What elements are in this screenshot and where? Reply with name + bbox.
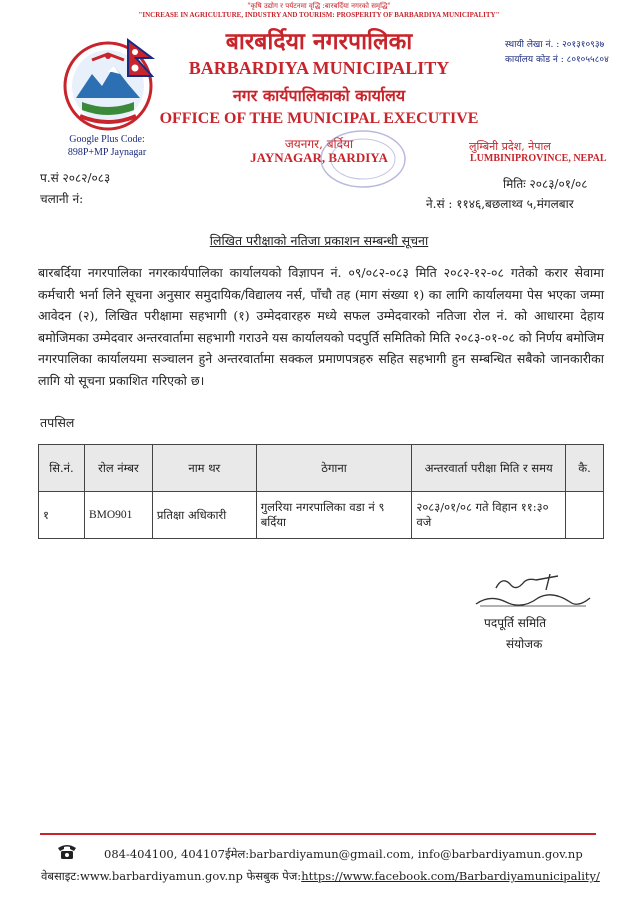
- province-english: LUMBINIPROVINCE, NEPAL: [470, 153, 607, 164]
- header-interview-datetime: अन्तरवार्ता परीक्षा मिति र समय: [412, 445, 566, 492]
- header-name: नाम थर: [152, 445, 256, 492]
- nepal-sambat-date: ने.सं : ११४६,बछलाथ्व ५,मंगलबार: [426, 197, 574, 211]
- office-stamp: [318, 128, 408, 194]
- footer-divider: [40, 833, 596, 835]
- header-address: ठेगाना: [256, 445, 412, 492]
- footer-web: [41, 869, 600, 884]
- footer-website: वेबसाइट:www.barbardiyamun.gov.np फेसबुक पेज:: [41, 869, 302, 883]
- signature-committee: पदपूर्ति समिति: [484, 616, 547, 630]
- signature-role: संयोजक: [506, 637, 543, 651]
- header-roll: रोल नंम्बर: [84, 445, 152, 492]
- cell-serial: १: [39, 492, 85, 539]
- tagline-nepali: "कृषि उद्योग र पर्यटनमा वृद्धि :बारबर्दिया नगरको समृद्धि": [247, 2, 391, 10]
- gplus-code: 898P+MP Jaynagar: [67, 147, 147, 158]
- office-name-nepali: नगर कार्यपालिकाको कार्यालय: [232, 86, 406, 105]
- office-name-english: OFFICE OF THE MUNICIPAL EXECUTIVE: [159, 110, 479, 127]
- place-english: JAYNAGAR, BARDIYA: [250, 150, 388, 165]
- cell-interview-datetime: २०८३/०१/०८ गते विहान ११:३० वजे: [412, 492, 566, 539]
- candidate-table: [38, 444, 604, 539]
- place-nepali: जयनगर, बर्दिया: [284, 137, 354, 151]
- chalani-number: चलानी नं:: [40, 192, 84, 206]
- patra-sankhya: प.सं २०८२/०८३: [40, 171, 111, 185]
- phone-icon: [56, 842, 78, 864]
- municipality-name-english: BARBARDIYA MUNICIPALITY: [188, 58, 450, 78]
- province-nepali: लुम्बिनी प्रदेश, नेपाल: [469, 140, 551, 153]
- office-code: कार्यालय कोड नं : ८०१०५५८०४: [505, 55, 609, 65]
- table-header-row: [39, 445, 604, 492]
- tagline-english: "INCREASE IN AGRICULTURE, INDUSTRY AND TOURISM: PROSPERITY OF BARBARDIYA MUNICIPALITY": [138, 11, 500, 19]
- notice-title: लिखित परीक्षाको नतिजा प्रकाशन सम्बन्धी सूचना: [209, 233, 429, 248]
- municipality-name-nepali: बारबर्दिया नगरपालिका: [225, 28, 413, 55]
- table-row: [39, 492, 604, 539]
- tapsil-label: तपसिल: [40, 415, 75, 430]
- cell-name: प्रतिक्षा अधिकारी: [152, 492, 256, 539]
- account-number: स्थायी लेखा नं. : २०१३१०९३७: [505, 40, 605, 50]
- letter-date: मितिः २०८३/०१/०८: [503, 177, 588, 191]
- notice-body: बारबर्दिया नगरपालिका नगरकार्यपालिका कार्यालयको विज्ञापन नं. ०९/०८२-०८३ मिति २०८२-१२-०८ गतेको करार सेवामा कर्मचारी भर्ना लिने सूचना अनुसार समुदायिक/विद्यालय नर्स, पाँचौ तह (माग संख्या १) का लागि कार्यालयमा पेस भएका जम्मा आवेदन (२), लिखित परीक्षामा सहभागी (१) उम्मेदवारहरु मध्ये सफल उम्मेदवारको नतिजा रोल नं. को आधारमा देहाय बमोजिमका उम्मेदवार अन्तरवार्तामा सहभागी गराउने यस कार्यालयको पदपुर्ति समितिको मिति २०८३-०१-०८ को निर्णय बमोजिम नगरपालिका कार्यालयमा सञ्चालन हुने अन्तरवार्तामा सक्कल प्रमाणपत्रहरु सहित सहभागी हुन सम्बन्धित सबैको जानकारीका लागि यो सूचना प्रकाशित गरिएको छ।: [38, 265, 604, 388]
- google-plus-code: [52, 133, 162, 159]
- footer-contact: 084-404100, 404107ईमेल:barbardiyamun@gmail.com, info@barbardiyamun.gov.np: [104, 847, 583, 861]
- cell-roll: BMO901: [84, 492, 152, 539]
- handwritten-signature: [466, 568, 596, 620]
- header-serial: सि.नं.: [39, 445, 85, 492]
- cell-remarks: [566, 492, 604, 539]
- gplus-label: Google Plus Code:: [69, 134, 145, 145]
- cell-address: गुलरिया नगरपालिका वडा नं ९ बर्दिया: [256, 492, 412, 539]
- header-remarks: कै.: [566, 445, 604, 492]
- facebook-link[interactable]: https://www.facebook.com/Barbardiyamunicipality/: [301, 869, 600, 883]
